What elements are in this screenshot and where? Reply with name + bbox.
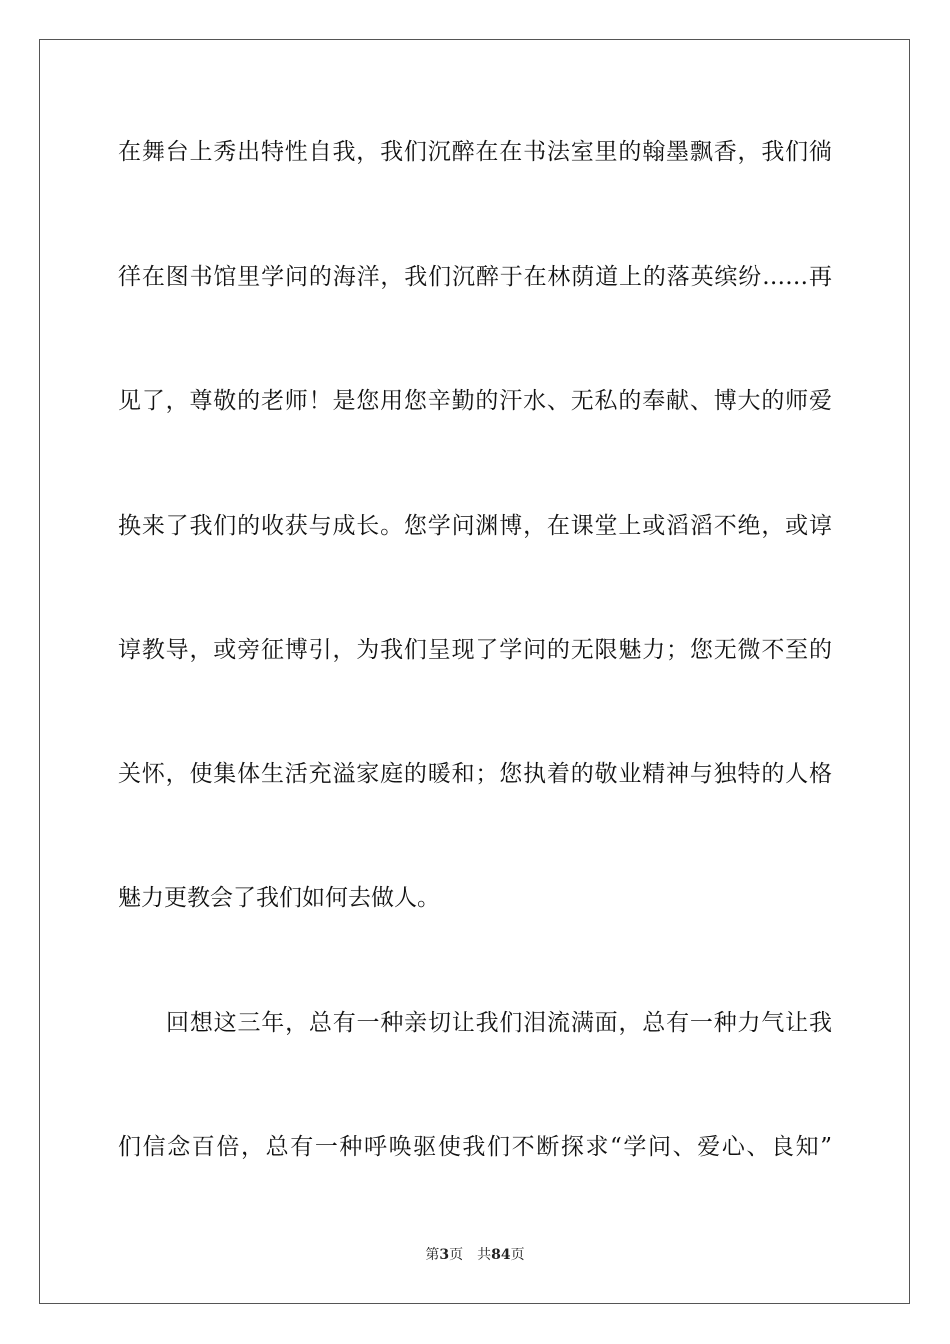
- total-suffix: 页: [510, 1247, 525, 1263]
- text-line-3: 见了，尊敬的老师！是您用您辛勤的汗水、无私的奉献、博大的师爱: [118, 388, 832, 414]
- text-line-6: 关怀，使集体生活充溢家庭的暖和；您执着的敬业精神与独特的人格: [118, 761, 832, 787]
- text-line-1: 在舞台上秀出特性自我，我们沉醉在在书法室里的翰墨飘香，我们徜: [118, 139, 832, 165]
- page-prefix: 第: [425, 1247, 440, 1263]
- text-line-5: 谆教导，或旁征博引，为我们呈现了学问的无限魅力；您无微不至的: [118, 637, 832, 663]
- total-pages: 84: [491, 1247, 511, 1263]
- text-line-9: 们信念百倍，总有一种呼唤驱使我们不断探求“学问、爱心、良知”: [118, 1134, 832, 1160]
- text-line-2: 徉在图书馆里学问的海洋，我们沉醉于在林荫道上的落英缤纷……再: [118, 264, 832, 290]
- page-footer: [0, 1245, 950, 1265]
- text-line-8: 回想这三年，总有一种亲切让我们泪流满面，总有一种力气让我: [166, 1010, 832, 1036]
- page-number: 3: [439, 1247, 450, 1263]
- page-border: [39, 39, 910, 1304]
- total-prefix: 共: [477, 1247, 492, 1263]
- page-suffix: 页: [449, 1247, 464, 1263]
- text-line-4: 换来了我们的收获与成长。您学问渊博，在课堂上或滔滔不绝，或谆: [118, 513, 832, 539]
- text-line-7: 魅力更教会了我们如何去做人。: [118, 885, 440, 911]
